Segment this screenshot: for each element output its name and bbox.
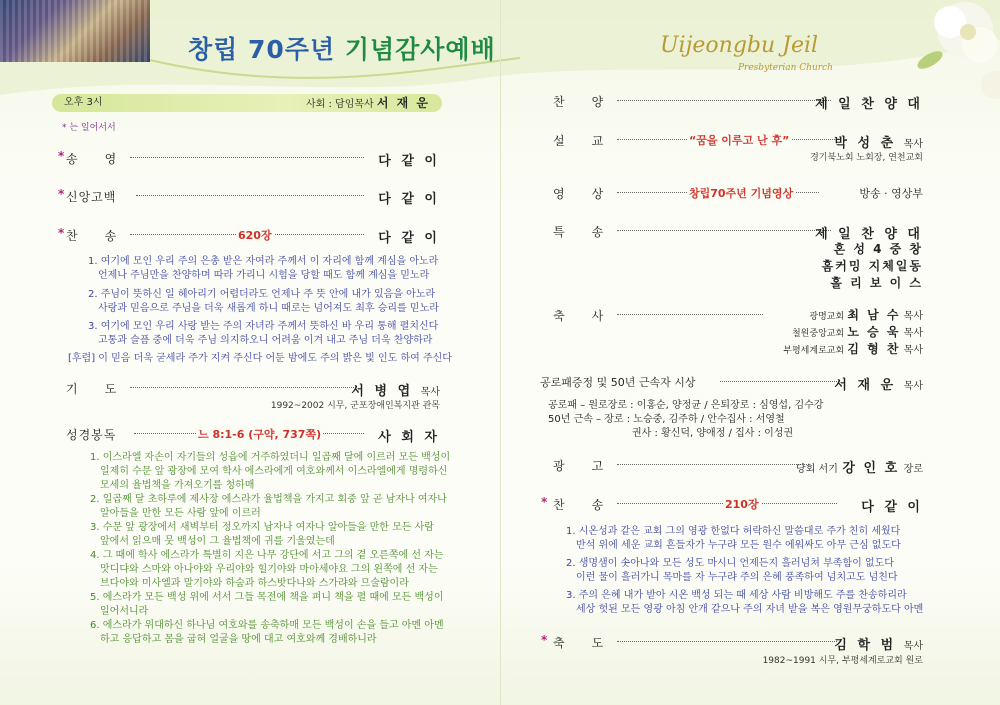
speaker-church: 당회 서기 [796, 464, 838, 475]
speaker-name: 노 승 욱 [847, 325, 901, 339]
title-part-anniversary: 창립 70주년 [188, 35, 336, 64]
scripture-verse: 앞에서 읽으매 뭇 백성이 그 율법책에 귀를 기울였는데 [100, 536, 335, 547]
hymn-number: 620장 [238, 229, 272, 242]
scripture-verse: 2. 일곱째 달 초하루에 제사장 에스라가 율법책을 가지고 회중 앞 곧 남자나 여자나 [90, 494, 447, 505]
hymn-verse: 언제나 주님만을 찬양하며 따라 가리니 시험을 당할 때도 함께 계심을 믿노라 [98, 270, 430, 281]
speaker-church: 부평세계로교회 [783, 346, 845, 356]
order-creed [58, 187, 440, 207]
sermon-title: “꿈을 이루고 난 후” [689, 134, 790, 147]
order-label: 찬 양 [553, 95, 605, 109]
order-sermon [553, 132, 923, 150]
scripture-verse: 알아들을 만한 모든 사람 앞에 이르러 [100, 508, 261, 519]
order-label: 기 도 [66, 382, 118, 396]
order-label: 찬 송 [553, 498, 605, 512]
special-group: 혼 성 4 중 창 [833, 242, 923, 256]
stand-mark: * [58, 149, 65, 163]
speaker-title: 목사 [903, 345, 923, 356]
sermon-note: 경기북노회 노회장, 연천교회 [810, 153, 923, 163]
order-anthem [553, 93, 923, 111]
speaker-church: 광명교회 [809, 312, 845, 322]
speaker-title: 목사 [420, 387, 440, 398]
hymn-verse: 3. 여기에 모인 우리 사랑 받는 주의 자녀라 주께서 뜻하신 바 우리 통해 펼치신다 [88, 321, 439, 332]
scripture-verse: 3. 수문 앞 광장에서 새벽부터 정오까지 남자나 여자나 알아들을 만한 모든 사람 [90, 522, 434, 533]
speaker-title: 목사 [903, 381, 923, 392]
dot-leader [617, 314, 763, 315]
hymn-verse: 반석 위에 세운 교회 흔들자가 누구랴 모든 원수 에워싸도 아무 근심 없도다 [576, 540, 901, 551]
order-announcements [553, 457, 923, 475]
speaker-name: 김 학 범 [834, 638, 897, 653]
speaker-title: 목사 [903, 641, 923, 652]
dot-leader [617, 464, 809, 465]
special-group: 제 일 찬 양 대 [815, 227, 923, 242]
presider-label: 사회 : 담임목사 [305, 99, 374, 110]
order-label: 신앙고백 [66, 190, 117, 204]
stand-mark: * [541, 633, 548, 647]
dot-leader [617, 230, 831, 231]
special-group: 홀 리 보 이 스 [830, 276, 923, 290]
greeting-speaker [783, 340, 923, 357]
order-label: 찬 송 [66, 229, 118, 243]
prayer-note: 1992~2002 시무, 군포장애인복지관 관목 [270, 401, 440, 411]
scripture-verse: 브다야와 미사엘과 말기야와 하숨과 하스밧다나와 스가랴와 므술람이라 [100, 578, 409, 589]
notice-speaker [796, 457, 923, 476]
order-prayer [66, 380, 440, 398]
speaker-name: 강 인 호 [842, 461, 900, 476]
scripture-verse: 5. 에스라가 모든 백성 위에 서서 그들 목전에 책을 펴니 책을 펼 때에 모든 백성이 [90, 592, 444, 603]
order-label: 영 상 [553, 187, 605, 201]
award-line: 공로패 – 원로장로 : 이홍순, 양정균 / 은퇴장로 : 심영섭, 김수강 [548, 400, 824, 411]
scripture-verse: 모세의 율법책을 가져오기를 청하매 [100, 480, 255, 491]
speaker-title: 목사 [903, 328, 923, 339]
prayer-speaker [351, 380, 440, 399]
scripture-verse: 6. 에스라가 위대하신 하나님 여호와를 송축하매 모든 백성이 손을 들고 아멘 아멘 [90, 620, 444, 631]
special-group: 홈커밍 지체일동 [821, 259, 923, 273]
time-presider-bar [52, 94, 442, 112]
hymn-verse: 2. 생명샘이 솟아나와 모든 성도 마시니 언제든지 흘러넘쳐 부족함이 없도다 [566, 558, 894, 569]
hymn-verse: 고통과 슬픔 중에 더욱 주님 의지하오니 어려움 이겨 내고 주님 더욱 찬양하라 [98, 335, 433, 346]
white-flower-decoration [910, 0, 1000, 100]
benediction-note: 1982~1991 시무, 부평세계로교회 원로 [762, 656, 923, 666]
church-logo-subtitle: Presbyterian Church [738, 63, 833, 73]
order-performer: 다 같 이 [378, 192, 440, 207]
order-benediction [541, 633, 923, 653]
order-hymn [58, 226, 440, 246]
speaker-title: 장로 [903, 464, 923, 475]
scripture-verse: 일제히 수문 앞 광장에 모여 학사 에스라에게 여호와께서 이스라엘에게 명령하신 [100, 466, 448, 477]
order-label: 송 영 [66, 152, 118, 166]
order-label: 광 고 [553, 459, 605, 473]
dot-leader [617, 641, 837, 642]
order-label: 축 도 [553, 636, 605, 650]
title-part-service: 기념감사예배 [344, 35, 496, 64]
order-label: 성경봉독 [66, 428, 117, 442]
order-scripture-reading [66, 426, 440, 444]
order-special-music [553, 223, 923, 241]
order-label: 축 사 [553, 309, 605, 323]
dot-leader [617, 100, 831, 101]
speaker-name: 김 형 찬 [847, 342, 901, 356]
speaker-name: 서 병 엽 [351, 384, 414, 399]
hymn-verse: 세상 헛된 모든 영광 아침 안개 같으나 주의 자녀 받을 복은 영원무궁하도다 아멘 [576, 604, 924, 615]
presider-info [306, 94, 430, 114]
hymn-verse: 1. 여기에 모인 우리 주의 은총 받은 자여라 주께서 이 자리에 함께 계심을 아노라 [88, 256, 439, 267]
speaker-name: 서 재 운 [834, 378, 897, 393]
hymn-verse: 3. 주의 은혜 내가 받아 시온 백성 되는 때 세상 사람 비방해도 주를 찬송하리라 [566, 590, 907, 601]
hymn-verse: 사랑과 믿음으로 주님을 더욱 새롭게 하니 때로는 넘어져도 최후 승리를 믿노라 [98, 303, 439, 314]
order-label: 설 교 [553, 134, 605, 148]
speaker-title: 목사 [903, 139, 923, 150]
order-performer: 제 일 찬 양 대 [815, 97, 923, 112]
order-label: 공로패증정 및 50년 근속자 시상 [540, 376, 696, 389]
greeting-speaker [809, 306, 923, 323]
order-performer: 사 회 자 [378, 430, 440, 445]
scripture-verse: 하고 응답하고 몸을 굽혀 얼굴을 땅에 대고 여호와께 경배하니라 [100, 634, 377, 645]
awards-presenter [834, 374, 923, 393]
scripture-verse: 4. 그 때에 학사 에스라가 특별히 지은 나무 강단에 서고 그의 곁 오른쪽에 선 자는 [90, 550, 444, 561]
award-line: 50년 근속 – 장로 : 노승중, 김주하 / 안수집사 : 서영철 [548, 414, 785, 425]
dot-leader [130, 157, 364, 158]
hymn-verse: 이런 물이 흘러가니 목마를 자 누구랴 주의 은혜 풍족하여 넘치고도 넘친다 [576, 572, 898, 583]
stand-mark: * [541, 495, 548, 509]
presider-name: 서 재 운 [376, 96, 430, 110]
hymn-number: 210장 [725, 498, 759, 511]
order-video [553, 185, 923, 203]
order-closing-hymn [541, 495, 923, 515]
stand-mark: * [58, 187, 65, 201]
church-logo-script: Uijeongbu Jeil [660, 33, 819, 58]
sermon-speaker [834, 132, 923, 151]
church-interior-photo [0, 0, 150, 62]
hymn-refrain: [후렴] 이 믿음 더욱 굳세라 주가 지켜 주신다 어둔 밤에도 주의 밝은 빛 인도 하여 주신다 [68, 353, 452, 364]
order-doxology [58, 149, 440, 169]
page-title [188, 30, 496, 66]
speaker-name: 최 남 수 [847, 308, 901, 322]
scripture-reference: 느 8:1-6 (구약, 737쪽) [198, 428, 322, 441]
video-title: 창립70주년 기념영상 [689, 187, 794, 200]
order-performer: 방송 · 영상부 [859, 187, 923, 200]
stand-mark: * [58, 226, 65, 240]
speaker-church: 철원중앙교회 [791, 329, 845, 339]
dot-leader [130, 387, 354, 388]
scripture-verse: 맛디댜와 스마와 아나야와 우리야와 힐기야와 마아세야요 그의 왼쪽에 선 자는 [100, 564, 438, 575]
order-performer: 다 같 이 [861, 500, 923, 515]
speaker-title: 목사 [903, 311, 923, 322]
scripture-verse: 1. 이스라엘 자손이 자기들의 성읍에 거주하였더니 일곱째 달에 이르러 모든 백성이 [90, 452, 451, 463]
order-performer: 다 같 이 [378, 231, 440, 246]
dot-leader [720, 381, 837, 382]
service-time: 오후 3시 [64, 97, 103, 108]
order-performer: 다 같 이 [378, 154, 440, 169]
dot-leader [136, 195, 364, 196]
greeting-speaker [792, 323, 923, 340]
order-label: 특 송 [553, 225, 605, 239]
scripture-verse: 일어서니라 [100, 606, 149, 617]
hymn-verse: 2. 주님이 뜻하신 일 헤아리기 어렵더라도 언제나 주 뜻 안에 내가 있음을 아노라 [88, 289, 436, 300]
benediction-speaker [834, 634, 923, 653]
award-line: 권사 : 황신덕, 양애정 / 집사 : 이성권 [632, 428, 794, 439]
page-fold-line [500, 0, 501, 705]
speaker-name: 박 성 춘 [834, 136, 897, 151]
hymn-verse: 1. 시온성과 같은 교회 그의 영광 한없다 허락하신 말씀대로 주가 친히 세웠다 [566, 526, 901, 537]
stand-note: * 는 일어서서 [62, 123, 116, 133]
order-awards [540, 374, 923, 392]
